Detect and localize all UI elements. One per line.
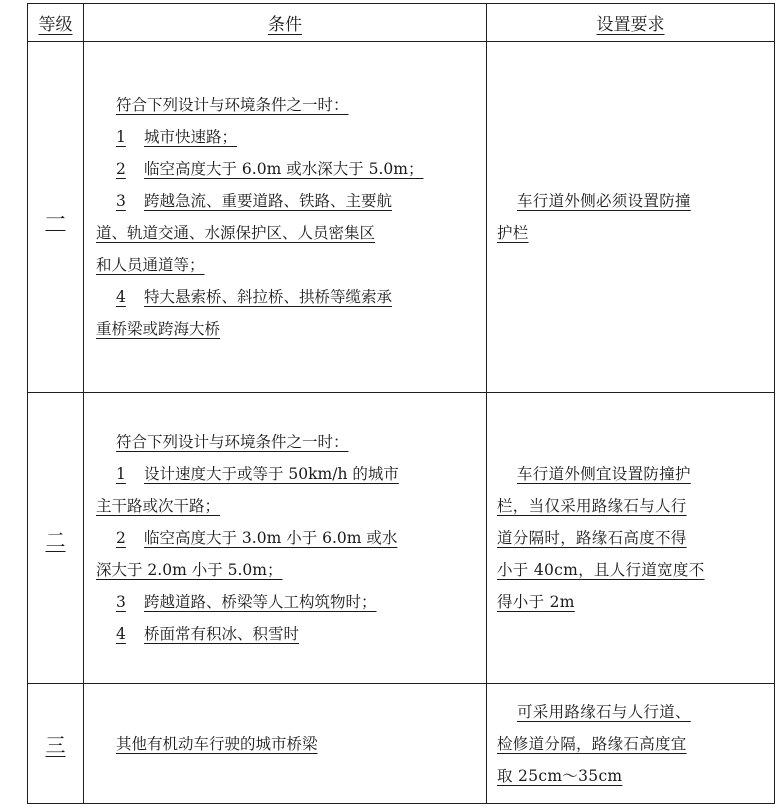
requirement-text: 小于 40cm，且人行道宽度不 xyxy=(497,561,705,579)
condition-cell xyxy=(84,393,487,684)
requirement-text: 护栏 xyxy=(497,224,529,242)
condition-index: 1 xyxy=(116,465,126,483)
table-row xyxy=(28,393,775,684)
condition-line xyxy=(96,313,468,345)
condition-text: 其他有机动车行驶的城市桥梁 xyxy=(116,734,318,753)
condition-line xyxy=(96,490,468,522)
header-requirement xyxy=(487,4,775,42)
level-value: 一 xyxy=(45,206,66,231)
condition-text: 和人员通道等； xyxy=(96,256,205,274)
condition-text: 道、轨道交通、水源保护区、人员密集区 xyxy=(96,224,376,242)
header-requirement-text: 设置要求 xyxy=(596,15,665,35)
condition-text: 临空高度大于 3.0m 小于 6.0m 或水 xyxy=(144,529,398,547)
condition-text: 设计速度大于或等于 50km/h 的城市 xyxy=(144,465,399,483)
condition-index: 3 xyxy=(116,593,126,611)
requirement-text: 道分隔时，路缘石高度不得 xyxy=(497,529,687,547)
requirement-text: 可采用路缘石与人行道、 xyxy=(517,702,691,721)
requirement-line xyxy=(497,728,760,760)
requirement-text: 车行道外侧必须设置防撞 xyxy=(517,192,691,210)
condition-line xyxy=(96,89,468,121)
condition-text: 跨越急流、重要道路、铁路、主要航 xyxy=(144,192,393,210)
requirement-cell xyxy=(487,393,775,684)
header-level-text: 等级 xyxy=(38,15,73,35)
level-cell xyxy=(28,684,84,804)
condition-text: 城市快速路； xyxy=(144,128,238,146)
requirement-text: 车行道外侧宜设置防撞护 xyxy=(517,465,691,483)
condition-text: 符合下列设计与环境条件之一时： xyxy=(116,96,349,114)
condition-line xyxy=(96,217,468,249)
condition-index: 4 xyxy=(116,288,126,306)
condition-line xyxy=(96,522,468,554)
condition-text: 临空高度大于 6.0m 或水深大于 5.0m； xyxy=(144,160,424,178)
condition-line xyxy=(96,426,468,458)
requirement-text: 检修道分隔，路缘石高度宜 xyxy=(497,734,687,753)
condition-index: 2 xyxy=(116,160,126,178)
requirement-cell xyxy=(487,684,775,804)
condition-text: 主干路或次干路； xyxy=(96,497,221,515)
condition-text: 特大悬索桥、斜拉桥、拱桥等缆索承 xyxy=(144,288,393,306)
condition-line xyxy=(96,249,468,281)
level-cell xyxy=(28,42,84,393)
requirement-line xyxy=(497,522,760,554)
requirement-line xyxy=(497,458,760,490)
condition-cell xyxy=(84,684,487,804)
level-value: 三 xyxy=(45,733,66,757)
condition-cell xyxy=(84,42,487,393)
condition-line xyxy=(96,458,468,490)
condition-line xyxy=(96,185,468,217)
barrier-setting-table xyxy=(27,3,775,804)
condition-line xyxy=(96,618,468,650)
level-cell xyxy=(28,393,84,684)
header-condition-text: 条件 xyxy=(268,15,302,35)
table-row xyxy=(28,42,775,393)
condition-index: 2 xyxy=(116,529,126,547)
table-row xyxy=(28,684,775,804)
condition-index: 4 xyxy=(116,625,126,643)
condition-line xyxy=(96,281,468,313)
header-level xyxy=(28,4,84,42)
requirement-cell xyxy=(487,42,775,393)
condition-text: 深大于 2.0m 小于 5.0m； xyxy=(96,561,283,579)
requirement-text: 得小于 2m xyxy=(497,593,575,611)
condition-line xyxy=(96,153,468,185)
requirement-line xyxy=(497,554,760,586)
condition-line xyxy=(96,586,468,618)
requirement-text: 栏，当仅采用路缘石与人行 xyxy=(497,497,687,515)
requirement-line xyxy=(497,217,760,249)
requirement-line xyxy=(497,760,760,792)
condition-text: 跨越道路、桥梁等人工构筑物时； xyxy=(144,593,377,611)
level-value: 二 xyxy=(45,527,66,552)
condition-text: 重桥梁或跨海大桥 xyxy=(96,320,221,338)
requirement-line xyxy=(497,696,760,728)
condition-text: 桥面常有积冰、积雪时 xyxy=(144,625,300,643)
requirement-line xyxy=(497,490,760,522)
requirement-text: 取 25cm～35cm xyxy=(497,766,623,785)
condition-line xyxy=(96,728,468,760)
condition-line xyxy=(96,121,468,153)
condition-text: 符合下列设计与环境条件之一时： xyxy=(116,433,349,451)
requirement-line xyxy=(497,586,760,618)
header-condition xyxy=(84,4,487,42)
table-header-row xyxy=(28,4,775,42)
condition-index: 1 xyxy=(116,128,126,146)
condition-index: 3 xyxy=(116,192,126,210)
condition-line xyxy=(96,554,468,586)
requirement-line xyxy=(497,185,760,217)
